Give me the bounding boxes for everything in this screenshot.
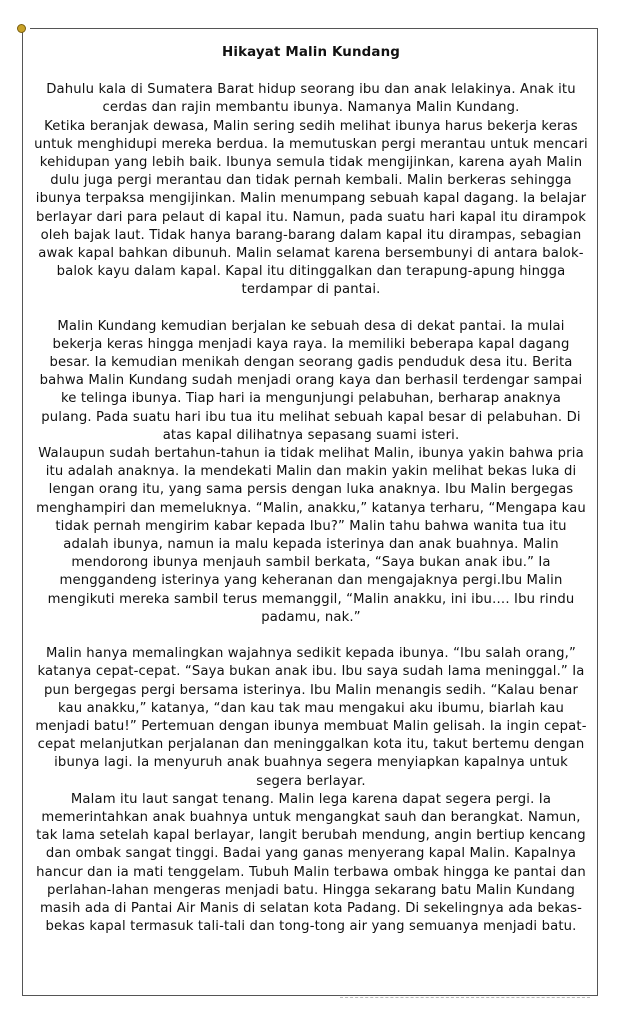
paragraph-spacer (34, 300, 588, 318)
page-corner-fold (589, 28, 598, 37)
paragraph-spacer (34, 627, 588, 645)
paragraph-merantau: Ketika beranjak dewasa, Malin sering sedih melihat ibunya harus bekerja keras untuk menghidupi mereka berdua. Ia memutuskan pergi merantau untuk mencari kehidupan yang lebih baik. Ibunya semula tidak mengijinkan, karena ayah Malin dulu juga pergi merantau dan tidak pernah kembali. Malin berkeras sehingga ibunya terpaksa mengijinkan. Malin menumpang sebuah kapal dagang. Ia belajar berlayar dari para pelaut di kapal itu. Namun, pada suatu hari kapal itu dirampok oleh bajak laut. Tidak hanya barang-barang dalam kapal itu dirampas, sebagian awak kapal bahkan dibunuh. Malin selamat karena bersembunyi di antara balok-balok kayu dalam kapal. Kapal itu ditinggalkan dan terapung-apung hingga terdampar di pantai. (34, 118, 588, 298)
bottom-divider (340, 997, 590, 998)
story-title: Hikayat Malin Kundang (222, 45, 400, 60)
document-body (34, 44, 588, 936)
frame-top-rule (30, 28, 590, 29)
paragraph-badai: Malam itu laut sangat tenang. Malin lega karena dapat segera pergi. Ia memerintahkan anak buahnya untuk mengangkat sauh dan berangkat. Namun, tak lama setelah kapal berlayar, langit berubah mendung, angin bertiup kencang dan ombak sangat tinggi. Badai yang ganas menyerang kapal Malin. Kapalnya hancur dan ia mati tenggelam. Tubuh Malin terbawa ombak hingga ke pantai dan perlahan-lahan mengeras menjadi batu. Hingga sekarang batu Malin Kundang masih ada di Pantai Air Manis di selatan kota Padang. Di sekelingnya ada bekas-bekas kapal termasuk tali-tali dan tong-tong air yang semuanya menjadi batu. (36, 791, 586, 935)
paragraph-pertemuan: Walaupun sudah bertahun-tahun ia tidak melihat Malin, ibunya yakin bahwa pria itu adalah anaknya. Ia mendekati Malin dan makin yakin melihat bekas luka di lengan orang itu, yang sama persis dengan luka anaknya. Ibu Malin bergegas menghampiri dan memeluknya. “Malin, anakku,” katanya terharu, “Mengapa kau tidak pernah mengirim kabar kepada Ibu?” Malin tahu bahwa wanita tua itu adalah ibunya, namun ia malu kepada isterinya dan anak buahnya. Malin mendorong ibunya menjauh sambil berkata, “Saya bukan anak ibu.” Ia menggandeng isterinya yang keheranan dan mengajaknya pergi.Ibu Malin mengikuti mereka sambil terus memanggil, “Malin anakku, ini ibu…. Ibu rindu padamu, nak.” (36, 446, 586, 625)
paragraph-intro: Dahulu kala di Sumatera Barat hidup seorang ibu dan anak lelakinya. Anak itu cerdas dan rajin membantu ibunya. Namanya Malin Kundang. (46, 82, 576, 116)
paragraph-kutukan: Malin hanya memalingkan wajahnya sedikit kepada ibunya. “Ibu salah orang,” katanya cepat-cepat. “Saya bukan anak ibu. Ibu saya sudah lama meninggal.” Ia pun bergegas pergi bersama isterinya. Ibu Malin menangis sedih. “Kalau benar kau anakku,” katanya, “dan kau tak mau mengakui aku ibumu, biarlah kau menjadi batu!” Pertemuan dengan ibunya membuat Malin gelisah. Ia ingin cepat-cepat melanjutkan perjalanan dan meninggalkan kota itu, takut bertemu dengan ibunya lagi. Ia menyuruh anak buahnya segera menyiapkan kapalnya untuk segera berlayar. (35, 646, 587, 789)
pin-icon (17, 24, 26, 33)
paragraph-kaya-raya: Malin Kundang kemudian berjalan ke sebuah desa di dekat pantai. Ia mulai bekerja keras hingga menjadi kaya raya. Ia memiliki beberapa kapal dagang besar. Ia kemudian menikah dengan seorang gadis penduduk desa itu. Berita bahwa Malin Kundang sudah menjadi orang kaya dan berhasil terdengar sampai ke telinga ibunya. Tiap hari ia mengunjungi pelabuhan, berharap anaknya pulang. Pada suatu hari ibu tua itu melihat sebuah kapal besar di pelabuhan. Di atas kapal dilihatnya sepasang suami isteri. (39, 318, 583, 443)
